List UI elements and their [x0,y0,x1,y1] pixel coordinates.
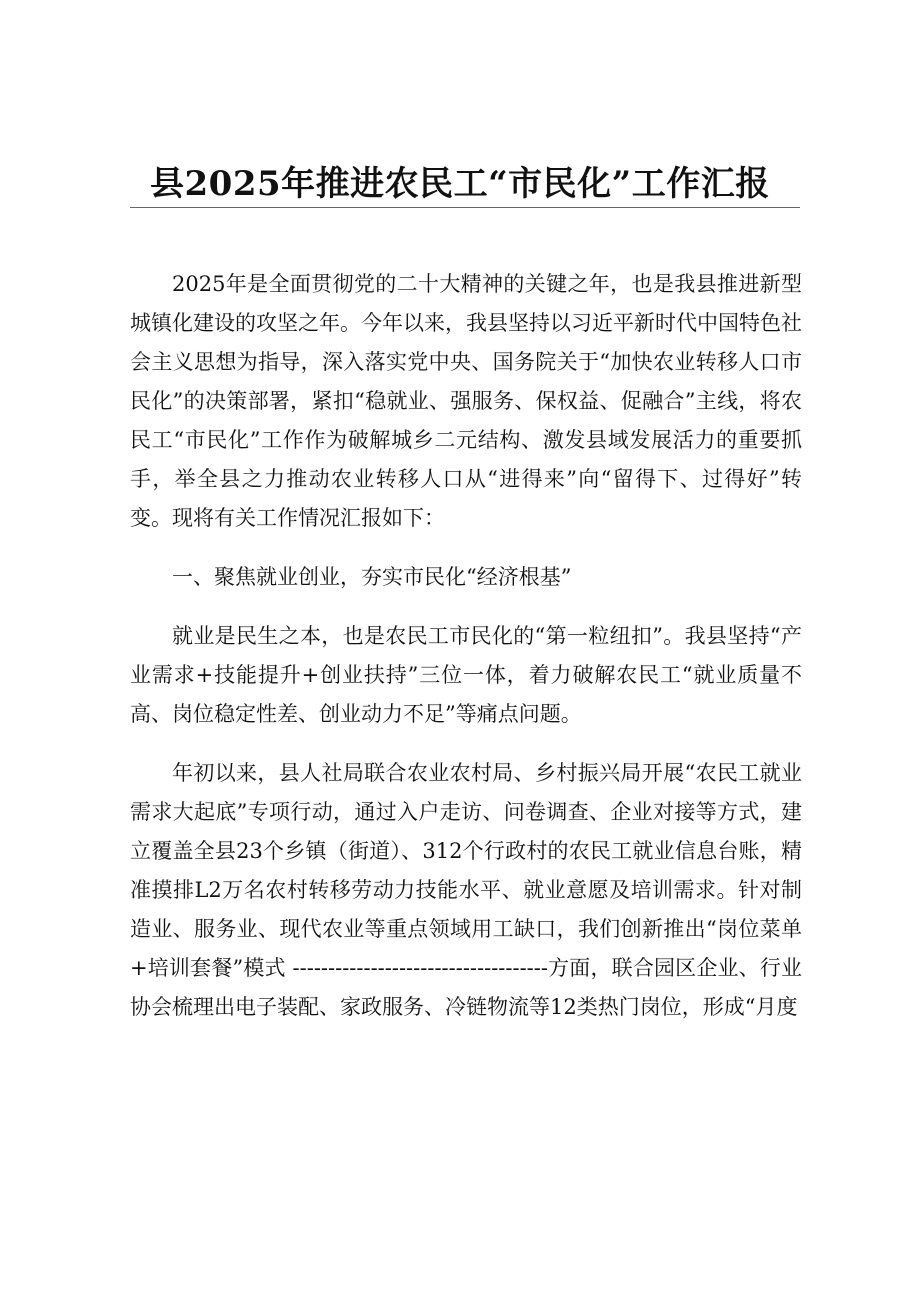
paragraph-actions: 年初以来，县人社局联合农业农村局、乡村振兴局开展“农民工就业需求大起底”专项行动，通过入户走访、问卷调查、企业对接等方式，建立覆盖全县23个乡镇（街道）、312个行政村的农民工就业信息台账，精准摸排L2万名农村转移劳动力技能水平、就业意愿及培训需求。针对制造业、服务业、现代农业等重点领域用工缺口，我们创新推出“岗位菜单+培训套餐”模式 ------------------------------------方面，联合园区企业、行业协会梳理出电子装配、家政服务、冷链物流等12类热门岗位，形成“月度 [130,761,802,1019]
section-heading-1: 一、聚焦就业创业，夯实市民化“经济根基” [172,565,572,589]
paragraph-employment: 就业是民生之本，也是农民工市民化的“第一粒纽扣”。我县坚持“产业需求+技能提升+创业扶持”三位一体，着力破解农民工“就业质量不高、岗位稳定性差、创业动力不足”等痛点问题。 [130,624,802,726]
document-title: 县2025年推进农民工“市民化”工作汇报 [150,164,770,204]
paragraph-intro: 2025年是全面贯彻党的二十大精神的关键之年，也是我县推进新型城镇化建设的攻坚之年。今年以来，我县坚持以习近平新时代中国特色社会主义思想为指导，深入落实党中央、国务院关于“加快农业转移人口市民化”的决策部署，紧扣“稳就业、强服务、保权益、促融合”主线，将农民工“市民化”工作作为破解城乡二元结构、激发县域发展活力的重要抓手，举全县之力推动农业转移人口从“进得来”向“留得下、过得好”转变。现将有关工作情况汇报如下： [130,272,802,530]
document-body [130,265,802,1047]
title-underline [130,207,800,208]
